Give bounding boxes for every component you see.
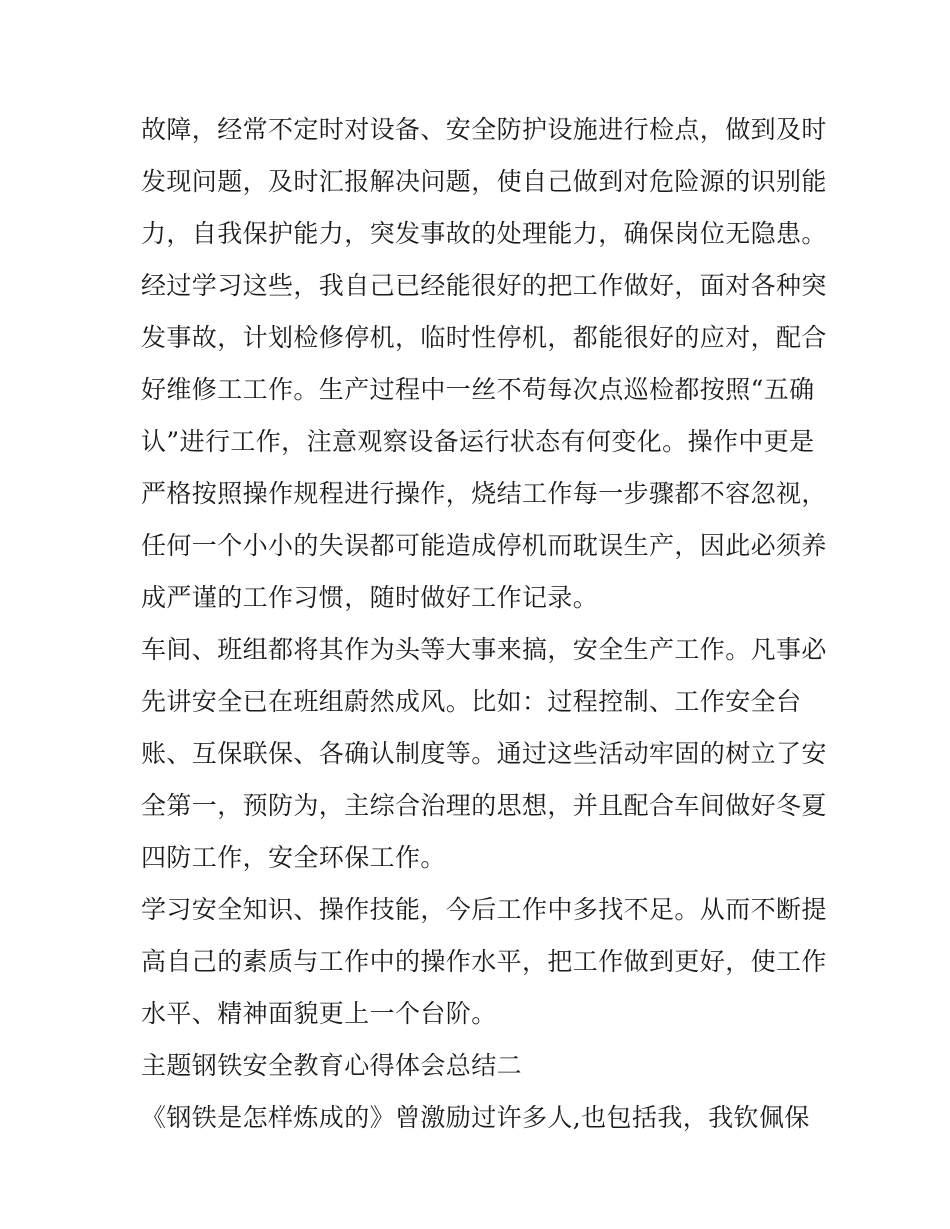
text-line: 好维修工工作。生产过程中一丝不苟每次点巡检都按照“五确 xyxy=(141,375,815,404)
text-line: 力，自我保护能力，突发事故的处理能力，确保岗位无隐患。 xyxy=(141,219,827,248)
text-line: 先讲安全已在班组蔚然成风。比如：过程控制、工作安全台 xyxy=(141,687,802,716)
document-body xyxy=(141,104,827,1144)
text-line: 水平、精神面貌更上一个台阶。 xyxy=(141,999,497,1028)
text-line: 全第一，预防为，主综合治理的思想，并且配合车间做好冬夏 xyxy=(141,791,827,820)
section-title: 主题钢铁安全教育心得体会总结二 xyxy=(141,1051,523,1080)
text-line: 发事故，计划检修停机，临时性停机，都能很好的应对，配合 xyxy=(141,323,827,352)
text-line: 故障，经常不定时对设备、安全防护设施进行检点，做到及时 xyxy=(141,115,827,144)
text-line: 发现问题，及时汇报解决问题，使自己做到对危险源的识别能 xyxy=(141,167,827,196)
text-line: 学习安全知识、操作技能，今后工作中多找不足。从而不断提 xyxy=(141,895,827,924)
text-line: 账、互保联保、各确认制度等。通过这些活动牢固的树立了安 xyxy=(141,739,827,768)
text-line: 认”进行工作，注意观察设备运行状态有何变化。操作中更是 xyxy=(141,427,815,456)
text-line: 成严谨的工作习惯，随时做好工作记录。 xyxy=(141,583,599,612)
text-line: 高自己的素质与工作中的操作水平，把工作做到更好，使工作 xyxy=(141,947,827,976)
text-line: 严格按照操作规程进行操作，烧结工作每一步骤都不容忽视， xyxy=(141,479,827,508)
text-line: 经过学习这些，我自己已经能很好的把工作做好，面对各种突 xyxy=(141,271,827,300)
text-line: 任何一个小小的失误都可能造成停机而耽误生产，因此必须养 xyxy=(141,531,827,560)
text-line: 车间、班组都将其作为头等大事来搞，安全生产工作。凡事必 xyxy=(141,635,827,664)
text-line: 四防工作，安全环保工作。 xyxy=(141,843,446,872)
text-line: 《钢铁是怎样炼成的》曾激励过许多人,也包括我，我钦佩保 xyxy=(141,1103,810,1132)
